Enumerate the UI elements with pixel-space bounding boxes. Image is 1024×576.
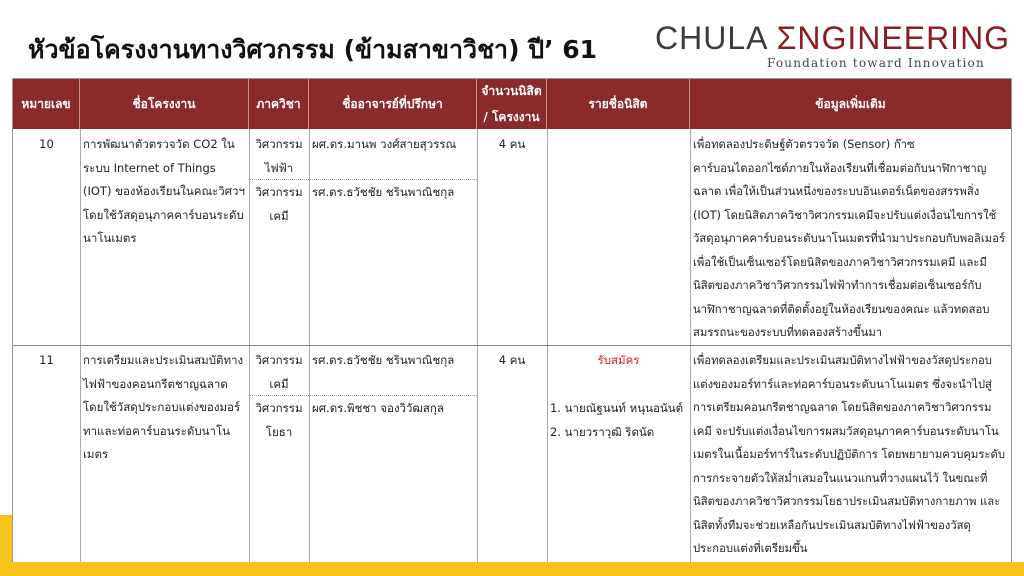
department: วิศวกรรม เคมี [255, 353, 303, 391]
info-text: เพื่อทดลองประดิษฐ์ตัวตรวจวัด (Sensor) ก๊าซคาร์บอนไดออกไซด์ภายในห้องเรียนที่เชื่อมต่อกับนาฬิกาชาญฉลาด เพื่อให้เป็นส่วนหนึ่งของระบบอินเตอร์เน็ตของสรรพสิ่ง (IOT) โดยนิสิตภาควิชาวิศวกรรมเคมีจะปรับแต่งเงื่อนไขการใช้วัสดุอนุภาคคาร์บอนระดับนาโนเมตรที่นำมาประกอบกับพอลิเมอร์เพื่อใช้เป็นเซ็นเซอร์โดยนิสิตของภาควิชาวิศวกรรมเคมี และมีนิสิตของภาควิชาวิศวกรรมไฟฟ้าทำการเชื่อมต่อเซ็นเซอร์กับนาฬิกาชาญฉลาดที่ติดตั้งอยู่ในห้องเรียนของคณะ แล้วทดสอบสมรรถนะของระบบที่ทดลองสร้างขึ้นมา [693, 138, 1006, 339]
column-divider [477, 129, 478, 563]
logo-wordmark [655, 20, 1010, 57]
info-text: เพื่อทดลองเตรียมและประเมินสมบัติทางไฟฟ้าของวัสดุประกอบแต่งของมอร์ทาร์และท่อคาร์บอนระดับนาโนเมตร ซึ่งจะนำไปสู่การเตรียมคอนกรีตชาญฉลาด โดยนิสิตของภาควิชาวิศวกรรมเคมี จะปรับแต่งเงื่อนไขการผสมวัสดุอนุภาคคาร์บอนระดับนาโนเมตรในเนื้อมอร์ทาร์ในระดับปฏิบัติการ โดยพยายามควบคุมระดับการกระจายตัวให้สม่ำเสมอในแนวแกนที่วางแผนไว้ ในขณะที่นิสิตของภาควิชาวิศวกรรมโยธาประเมินสมบัติทางกายภาพ และนิสิตทั้งทีมจะช่วยเหลือกันประเมินสมบัติทางไฟฟ้าของวัสดุประกอบแต่งที่เตรียมขึ้น [693, 354, 1006, 555]
project-name: การพัฒนาตัวตรวจวัด CO2 ในระบบ Internet of Things (IOT) ของห้องเรียนในคณะวิศวฯ โดยใช้วัสดุอนุภาคคาร์บอนระดับนาโนเมตร [83, 137, 245, 245]
advisor: ผศ.ดร.มานพ วงศ์สายสุวรรณ [312, 137, 457, 151]
header-number: หมายเลข [13, 79, 80, 129]
department: วิศวกรรม ไฟฟ้า [255, 137, 303, 175]
header-project-name: ชื่อโครงงาน [80, 79, 249, 129]
advisor: ผศ.ดร.พิชชา จองวิวัฒสกุล [312, 401, 444, 415]
row-number: 10 [39, 137, 54, 151]
header-advisor: ชื่ออาจารย์ที่ปรึกษา [309, 79, 477, 129]
header-students: รายชื่อนิสิต [547, 79, 690, 129]
advisor: รศ.ดร.ธวัชชัย ชรินพาณิชกุล [312, 353, 455, 367]
student-name: 2. นายวราวุฒิ ริดนัด [550, 425, 655, 439]
chula-engineering-logo [655, 20, 1011, 70]
status-badge: รับสมัคร [597, 353, 640, 367]
projects-table [12, 78, 1012, 564]
department: วิศวกรรม เคมี [255, 185, 303, 223]
accent-bar-bottom [0, 562, 1024, 576]
advisor: รศ.ดร.ธวัชชัย ชรินพาณิชกุล [312, 185, 455, 199]
header-info: ข้อมูลเพิ่มเติม [815, 97, 886, 111]
logo-engineering-text: ΣNGINEERING [776, 20, 1011, 56]
student-count: 4 คน [498, 137, 526, 151]
project-name: การเตรียมและประเมินสมบัติทางไฟฟ้าของคอนกรีตชาญฉลาดโดยใช้วัสดุประกอบแต่งของมอร์ทาและท่อคาร์บอนระดับนาโนเมตร [83, 353, 244, 461]
logo-chula-text: CHULA [655, 20, 777, 56]
page-title: หัวข้อโครงงานทางวิศวกรรม (ข้ามสาขาวิชา) ปี’ 61 [28, 35, 598, 64]
header-department: ภาควิชา [249, 79, 309, 129]
column-divider [547, 129, 548, 563]
header-student-count: จำนวนนิสิต / โครงงาน [477, 79, 547, 129]
student-name: 1. นายณัฐนนท์ หนุนอนันต์ [550, 401, 684, 415]
table-header [13, 79, 1011, 129]
logo-tagline: Foundation toward Innovation [767, 56, 985, 70]
department: วิศวกรรม โยธา [255, 401, 303, 439]
row-number: 11 [39, 353, 54, 367]
student-count: 4 คน [498, 353, 526, 367]
